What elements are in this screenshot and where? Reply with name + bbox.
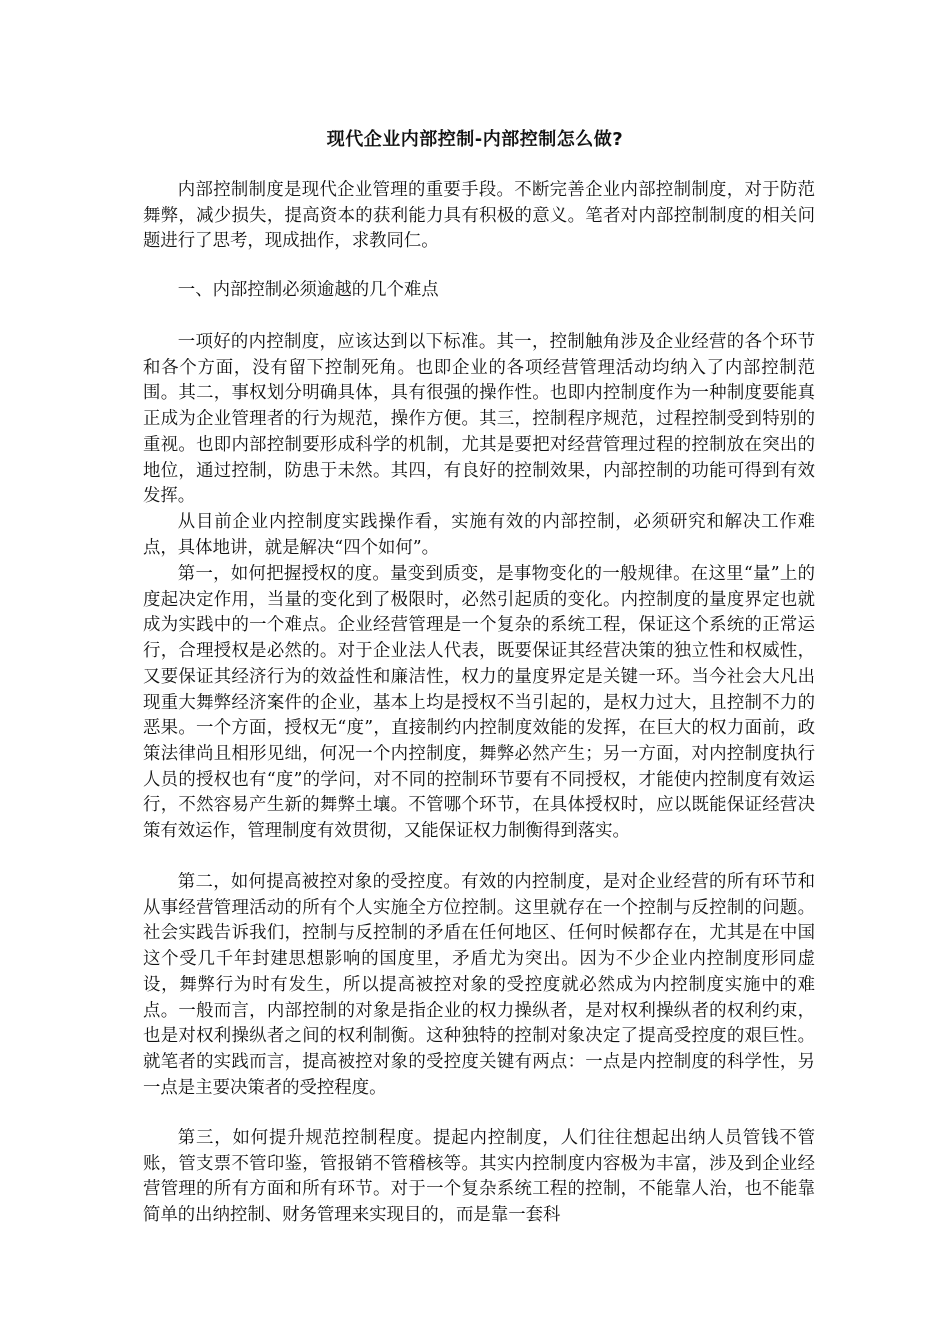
- intro-paragraph: 内部控制制度是现代企业管理的重要手段。不断完善企业内部控制制度，对于防范舞弊，减少损失，提高资本的获利能力具有积极的意义。笔者对内部控制制度的相关问题进行了思考，现成拙作，求教同仁。: [143, 180, 815, 252]
- section-heading: 一、内部控制必须逾越的几个难点: [177, 280, 439, 300]
- paragraph-four-hows: 从目前企业内控制度实践操作看，实施有效的内部控制，必须研究和解决工作难点，具体地讲，就是解决“四个如何”。: [143, 512, 815, 558]
- document-title: 现代企业内部控制-内部控制怎么做?: [326, 129, 624, 150]
- paragraph-standards: 一项好的内控制度，应该达到以下标准。其一，控制触角涉及企业经营的各个环节和各个方面，没有留下控制死角。也即企业的各项经营管理活动均纳入了内部控制范围。其二，事权划分明确具体，具有很强的操作性。也即内控制度作为一种制度要能真正成为企业管理者的行为规范，操作方便。其三，控制程序规范，过程控制受到特别的重视。也即内部控制要形成科学的机制，尤其是要把对经营管理过程的控制放在突出的地位，通过控制，防患于未然。其四，有良好的控制效果，内部控制的功能可得到有效发挥。: [143, 332, 815, 507]
- paragraph-second: 第二，如何提高被控对象的受控度。有效的内控制度，是对企业经营的所有环节和从事经营管理活动的所有个人实施全方位控制。这里就存在一个控制与反控制的问题。社会实践告诉我们，控制与反控制的矛盾在任何地区、任何时候都存在，尤其是在中国这个受几千年封建思想影响的国度里，矛盾尤为突出。因为不少企业内控制度形同虚设，舞弊行为时有发生，所以提高被控对象的受控度就必然成为内控制度实施中的难点。一般而言，内部控制的对象是指企业的权力操纵者，是对权利操纵者的权利约束，也是对权利操纵者之间的权利制衡。这种独特的控制对象决定了提高受控度的艰巨性。就笔者的实践而言，提高被控对象的受控度关键有两点：一点是内控制度的科学性，另一点是主要决策者的受控程度。: [143, 872, 815, 1098]
- paragraph-third: 第三，如何提升规范控制程度。提起内控制度，人们往往想起出纳人员管钱不管账，管支票不管印鉴，管报销不管稽核等。其实内控制度内容极为丰富，涉及到企业经营管理的所有方面和所有环节。对于一个复杂系统工程的控制，不能靠人治，也不能靠简单的出纳控制、财务管理来实现目的，而是靠一套科: [143, 1128, 815, 1226]
- paragraph-first: 第一，如何把握授权的度。量变到质变，是事物变化的一般规律。在这里“量”上的度起决定作用，当量的变化到了极限时，必然引起质的变化。内控制度的量度界定也就成为实践中的一个难点。企业经营管理是一个复杂的系统工程，保证这个系统的正常运行，合理授权是必然的。对于企业法人代表，既要保证其经营决策的独立性和权威性，又要保证其经济行为的效益性和廉洁性，权力的量度界定是关键一环。当今社会大凡出现重大舞弊经济案件的企业，基本上均是授权不当引起的，是权力过大，且控制不力的恶果。一个方面，授权无“度”，直接制约内控制度效能的发挥，在巨大的权力面前，政策法律尚且相形见绌，何况一个内控制度，舞弊必然产生；另一方面，对内控制度执行人员的授权也有“度”的学问，对不同的控制环节要有不同授权，才能使内控制度有效运行，不然容易产生新的舞弊土壤。不管哪个环节，在具体授权时，应以既能保证经营决策有效运作，管理制度有效贯彻，又能保证权力制衡得到落实。: [143, 564, 815, 842]
